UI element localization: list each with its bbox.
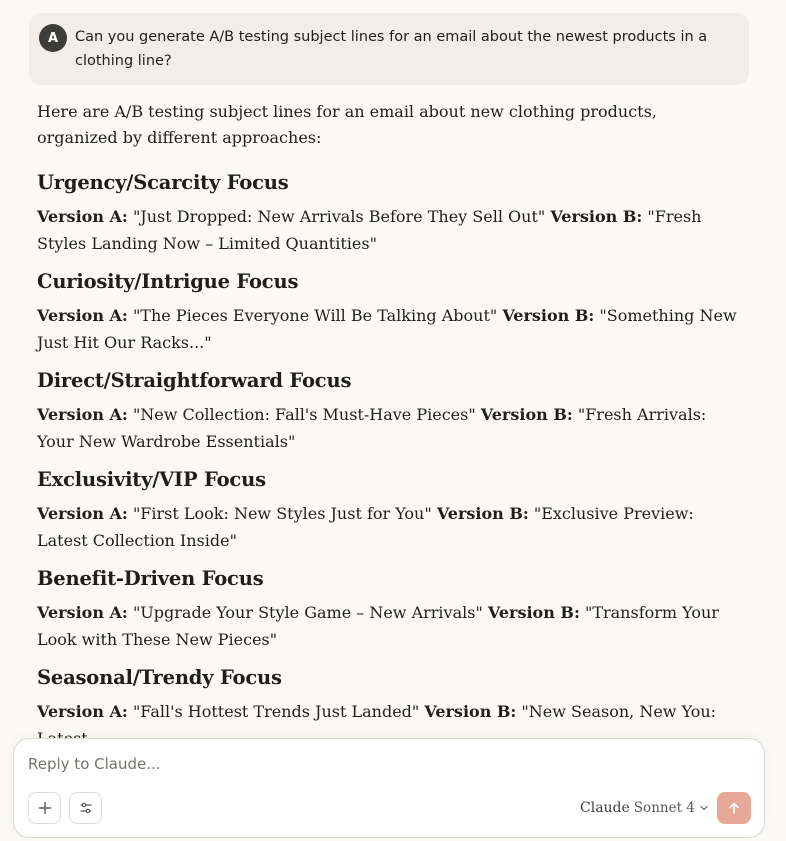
version-b-label: Version B: <box>436 504 529 523</box>
section-body <box>37 204 737 257</box>
response-intro: Here are A/B testing subject lines for an email about new clothing products, organized by different approaches: <box>37 102 657 147</box>
section-body <box>37 600 737 653</box>
version-a-text: "Just Dropped: New Arrivals Before They Sell Out" <box>132 207 546 226</box>
version-b-label: Version B: <box>424 702 517 721</box>
section-body <box>37 303 737 356</box>
section-heading: Seasonal/Trendy Focus <box>37 666 282 689</box>
section-heading: Curiosity/Intrigue Focus <box>37 270 299 293</box>
section-curiosity <box>37 269 737 356</box>
reply-input[interactable] <box>28 755 728 773</box>
section-exclusivity <box>37 467 737 554</box>
sliders-icon <box>79 801 93 815</box>
section-heading: Benefit-Driven Focus <box>37 567 264 590</box>
version-a-label: Version A: <box>37 306 128 325</box>
version-a-label: Version A: <box>37 207 128 226</box>
reply-composer <box>13 738 765 838</box>
version-b-label: Version B: <box>480 405 573 424</box>
model-brand: Claude <box>580 800 630 816</box>
version-b-text: "Transform Your Look with These New Pieces" <box>37 603 719 649</box>
version-a-label: Version A: <box>37 603 128 622</box>
section-benefit <box>37 566 737 653</box>
send-button[interactable] <box>717 792 751 824</box>
model-selector[interactable] <box>580 796 709 820</box>
version-b-text: "Exclusive Preview: Latest Collection Inside" <box>37 504 694 550</box>
version-b-label: Version B: <box>487 603 580 622</box>
assistant-response <box>37 99 737 764</box>
section-body <box>37 402 737 455</box>
add-button[interactable] <box>28 792 61 824</box>
version-b-text: "Something New Just Hit Our Racks..." <box>37 306 737 352</box>
section-heading: Exclusivity/VIP Focus <box>37 468 266 491</box>
tools-button[interactable] <box>69 792 102 824</box>
user-avatar: A <box>39 24 67 52</box>
version-a-text: "New Collection: Fall's Must-Have Pieces" <box>132 405 476 424</box>
version-a-text: "Upgrade Your Style Game – New Arrivals" <box>132 603 483 622</box>
version-a-label: Version A: <box>37 405 128 424</box>
version-a-text: "The Pieces Everyone Will Be Talking About" <box>132 306 498 325</box>
version-a-label: Version A: <box>37 504 128 523</box>
version-a-text: "First Look: New Styles Just for You" <box>132 504 432 523</box>
version-b-label: Version B: <box>502 306 595 325</box>
section-direct <box>37 368 737 455</box>
arrow-up-icon <box>727 801 741 815</box>
chevron-down-icon <box>699 803 709 813</box>
version-b-label: Version B: <box>550 207 643 226</box>
section-heading: Urgency/Scarcity Focus <box>37 171 289 194</box>
section-urgency <box>37 170 737 257</box>
model-name: Sonnet 4 <box>633 800 695 816</box>
section-body <box>37 501 737 554</box>
version-a-label: Version A: <box>37 702 128 721</box>
section-heading: Direct/Straightforward Focus <box>37 369 352 392</box>
version-a-text: "Fall's Hottest Trends Just Landed" <box>132 702 420 721</box>
user-message <box>29 13 749 85</box>
user-message-text: Can you generate A/B testing subject lines for an email about the newest products in a clothing line? <box>75 29 708 69</box>
version-b-text: "Fresh Styles Landing Now – Limited Quantities" <box>37 207 702 253</box>
version-b-text: "New Season, New You: <box>521 702 717 721</box>
plus-icon <box>38 801 52 815</box>
version-b-text: "Fresh Arrivals: Your New Wardrobe Essentials" <box>37 405 707 451</box>
